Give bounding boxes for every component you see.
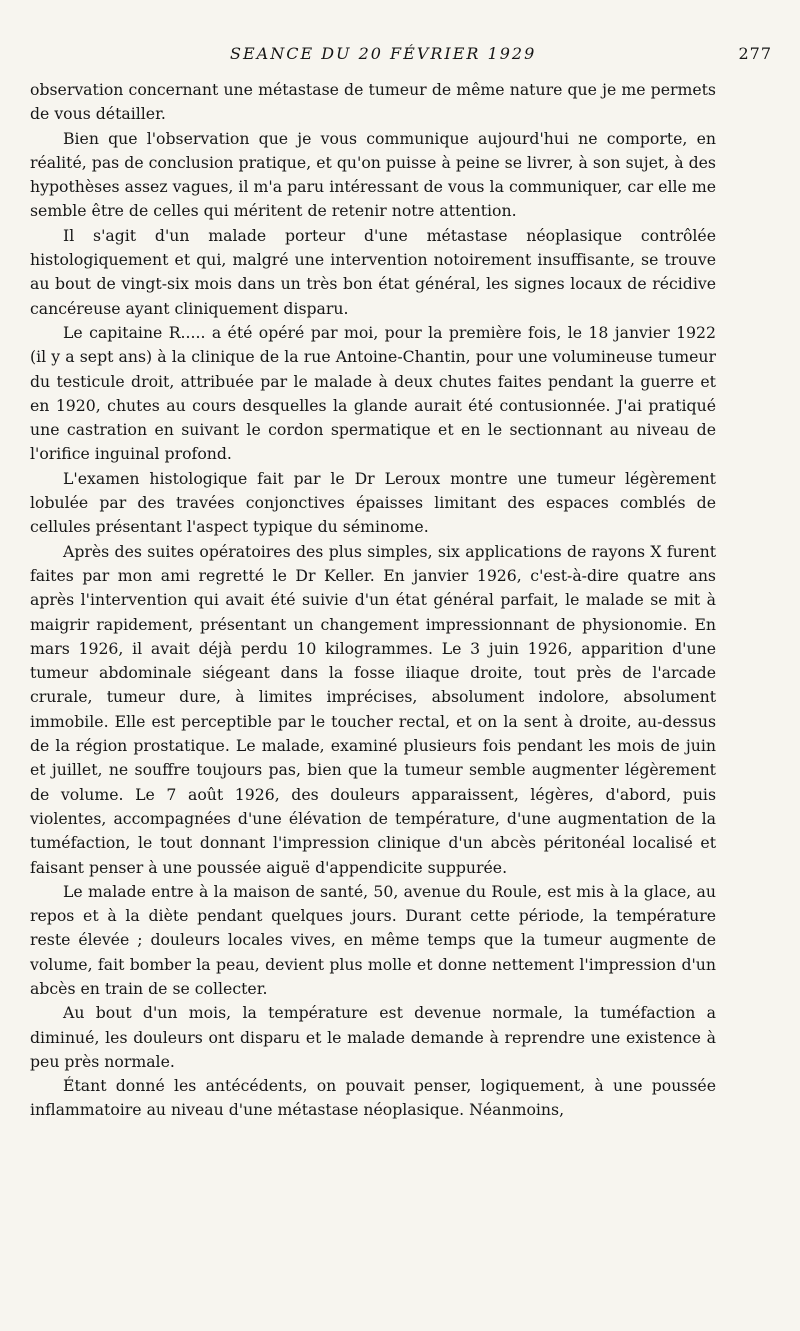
running-header: [30, 44, 772, 72]
paragraph: Étant donné les antécédents, on pouvait penser, logiquement, à une poussée inflammatoire au niveau d'une métastase néoplasique. Néanmoins,: [30, 1076, 716, 1120]
body-text: [30, 78, 716, 1123]
paragraph: Il s'agit d'un malade porteur d'une métastase néoplasique contrôlée histologiquement et qui, malgré une intervention notoirement insuffisante, se trouve au bout de vingt-six mois dans un très bon état général, les signes locaux de récidive cancéreuse ayant cliniquement disparu.: [30, 225, 716, 318]
paragraph: Le malade entre à la maison de santé, 50, avenue du Roule, est mis à la glace, au repos et à la diète pendant quelques jours. Durant cette période, la température reste élevée ; douleurs locales vives, en même temps que la tumeur augmente de volume, fait bomber la peau, devient plus molle et donne nettement l'impression d'un abcès en train de se collecter.: [30, 881, 716, 998]
paragraph: observation concernant une métastase de tumeur de même nature que je me permets de vous détailler.: [30, 80, 716, 124]
paragraph: L'examen histologique fait par le Dr Leroux montre une tumeur légèrement lobulée par des travées conjonctives épaisses limitant des espaces comblés de cellules présentant l'aspect typique du séminome.: [30, 468, 716, 537]
paragraph: Bien que l'observation que je vous communique aujourd'hui ne comporte, en réalité, pas de conclusion pratique, et qu'on puisse à peine se livrer, à son sujet, à des hypothèses assez vagues, il m'a paru intéressant de vous la communiquer, car elle me semble être de celles qui méritent de retenir notre attention.: [30, 128, 716, 221]
paragraph: Le capitaine R..... a été opéré par moi, pour la première fois, le 18 janvier 1922 (il y a sept ans) à la clinique de la rue Antoine-Chantin, pour une volumineuse tumeur du testicule droit, attribuée par le malade à deux chutes faites pendant la guerre et en 1920, chutes au cours desquelles la glande aurait été contusionnée. J'ai pratiqué une castration en suivant le cordon spermatique et en le sectionnant au niveau de l'orifice inguinal profond.: [30, 322, 716, 464]
running-title: SEANCE DU 20 FÉVRIER 1929: [230, 44, 537, 63]
page-number: 277: [738, 44, 772, 63]
paragraph: Après des suites opératoires des plus simples, six applications de rayons X furent faites par mon ami regretté le Dr Keller. En janvier 1926, c'est-à-dire quatre ans après l'intervention qui avait été suivie d'un état général parfait, le malade se mit à maigrir rapidement, présentant un changement impressionnant de physionomie. En mars 1926, il avait déjà perdu 10 kilogrammes. Le 3 juin 1926, apparition d'une tumeur abdominale siégeant dans la fosse iliaque droite, tout près de l'arcade crurale, tumeur dure, à limites imprécises, absolument indolore, absolument immobile. Elle est perceptible par le toucher rectal, et on la sent à droite, au-dessus de la région prostatique. Le malade, examiné plusieurs fois pendant les mois de juin et juillet, ne souffre toujours pas, bien que la tumeur semble augmenter légèrement de volume. Le 7 août 1926, des douleurs apparaissent, légères, d'abord, puis violentes, accompagnées d'une élévation de température, d'une augmentation de la tuméfaction, le tout donnant l'impression clinique d'un abcès péritonéal localisé et faisant penser à une poussée aiguë d'appendicite suppurée.: [30, 541, 716, 877]
paragraph: Au bout d'un mois, la température est devenue normale, la tuméfaction a diminué, les douleurs ont disparu et le malade demande à reprendre une existence à peu près normale.: [30, 1003, 716, 1071]
